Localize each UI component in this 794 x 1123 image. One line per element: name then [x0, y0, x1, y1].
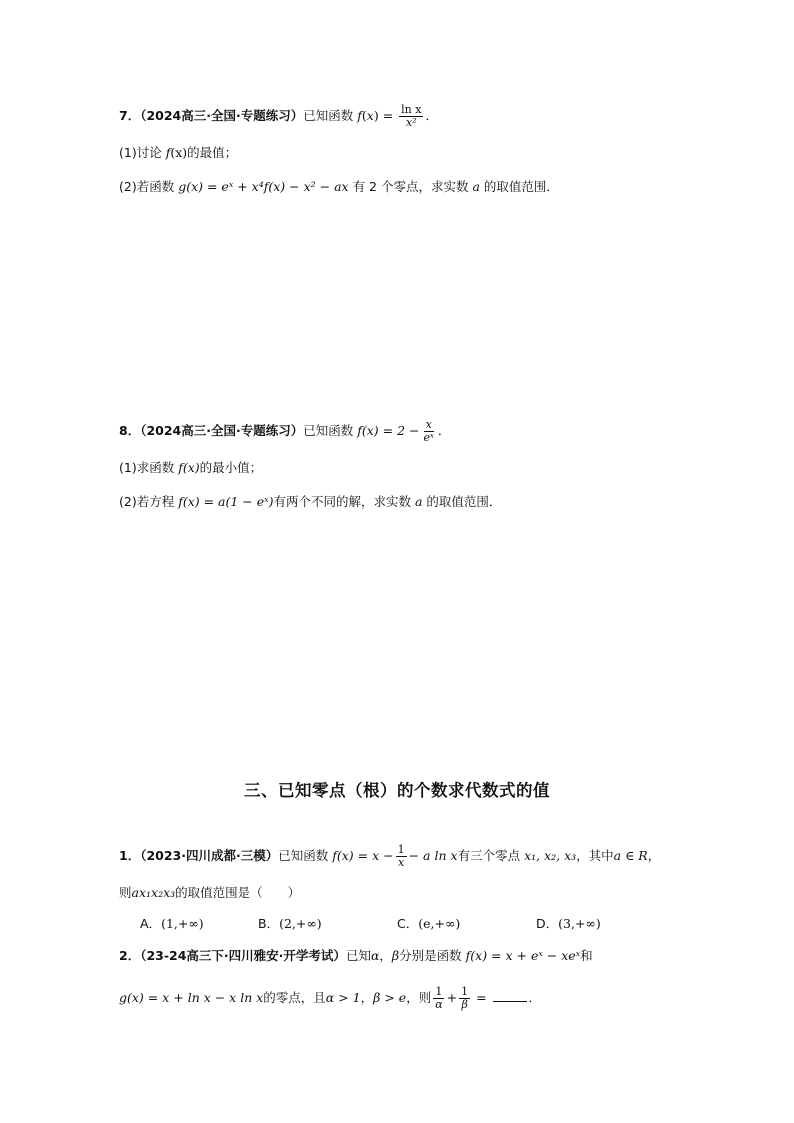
math-expression: β > e	[373, 990, 407, 1005]
part-label: (2)若方程	[119, 494, 175, 509]
stem-text: 分别是函数	[399, 948, 462, 963]
fraction	[399, 104, 423, 129]
stem-text: 已知函数	[278, 848, 329, 863]
question-source: （2023·四川成都·三模）	[140, 848, 279, 863]
math-expression: f(x) = 2 −	[357, 423, 420, 438]
math-expression: − a ln x	[408, 848, 458, 863]
fraction	[422, 419, 436, 444]
part-label: (1)讨论	[119, 145, 162, 160]
part-text: 的最小值；	[199, 460, 263, 475]
q2-line2	[119, 986, 541, 1011]
math-expression: α > 1	[325, 990, 361, 1005]
stem-text: 已知函数	[303, 108, 354, 123]
math-expression: f(x) = x + eˣ − xeˣ	[465, 948, 581, 963]
option-label: C．	[397, 916, 419, 931]
stem-text: 已知函数	[303, 423, 354, 438]
function-name: f	[357, 108, 362, 123]
part-text: 的取值范围．	[426, 494, 502, 509]
function-arg: (x)	[170, 145, 188, 160]
numerator: ln x	[401, 103, 422, 116]
q1-line2	[119, 883, 300, 903]
option-label: A．	[140, 916, 162, 931]
option-label: D．	[536, 916, 559, 931]
punctuation: ，	[360, 990, 374, 1005]
function-name: f	[165, 145, 171, 160]
stem-text: 和	[580, 948, 593, 963]
math-expression: f(x) = x −	[332, 848, 394, 863]
option-value: (2,+∞)	[279, 916, 322, 931]
question-number: 7．	[119, 108, 141, 123]
option-value: (3,+∞)	[558, 916, 601, 931]
math-expression: a ∈ R	[613, 848, 648, 863]
stem-text: 已知	[345, 948, 371, 963]
stem-text: ，则	[406, 990, 432, 1005]
paren: (	[361, 108, 367, 123]
part-text: 的取值范围．	[483, 179, 559, 194]
option-b[interactable]	[258, 914, 322, 934]
fraction	[459, 986, 470, 1011]
math-expression: g(x) = x + ln x − x ln x	[119, 990, 264, 1005]
numerator: 1	[435, 985, 443, 998]
variable: α	[370, 948, 380, 963]
question-number: 2．	[119, 948, 141, 963]
numerator: 1	[397, 843, 405, 856]
punctuation: ．	[437, 423, 451, 438]
math-expression: x₁, x₂, x₃	[524, 848, 577, 863]
numerator: 1	[461, 985, 469, 998]
denominator: β	[461, 998, 468, 1011]
part-label: (1)求函数	[119, 460, 175, 475]
q7-part2	[119, 177, 559, 197]
answer-blank[interactable]	[493, 989, 527, 1002]
section-title: 三、已知零点（根）的个数求代数式的值	[244, 781, 550, 800]
stem-text: 的零点，且	[263, 990, 326, 1005]
question-source: （2024高三·全国·专题练习）	[140, 423, 304, 438]
denominator: α	[435, 998, 443, 1011]
math-expression: ax₁x₂x₃	[131, 885, 176, 900]
variable: x	[366, 108, 374, 123]
paren: )	[373, 108, 379, 123]
denominator: x	[398, 856, 405, 869]
denominator: x²	[406, 116, 417, 129]
variable: a	[414, 494, 423, 509]
variable: β	[391, 948, 400, 963]
part-text: 有两个不同的解，求实数	[273, 494, 411, 509]
math-expression: f(x) = a(1 − eˣ)	[178, 494, 274, 509]
option-a[interactable]	[140, 914, 204, 934]
fraction	[396, 844, 407, 869]
stem-text: 的取值范围是（ ）	[175, 885, 301, 900]
q8-stem	[119, 419, 450, 444]
variable: a	[472, 179, 480, 194]
denominator: eˣ	[423, 431, 434, 444]
part-text: 有 2 个零点，求实数	[352, 179, 469, 194]
q8-part1	[119, 458, 262, 478]
stem-text: ，其中	[576, 848, 614, 863]
question-source: （23-24高三下·四川雅安·开学考试）	[140, 948, 346, 963]
part-text: 的最值；	[187, 145, 238, 160]
part-label: (2)若函数	[119, 179, 175, 194]
punctuation: ．	[528, 990, 542, 1005]
q7-part1	[119, 143, 237, 163]
question-number: 1．	[119, 848, 141, 863]
math-expression: g(x) = eˣ + x⁴f(x) − x² − ax	[178, 179, 349, 194]
punctuation: ，	[379, 948, 392, 963]
fraction	[433, 986, 444, 1011]
q2-stem	[119, 946, 593, 966]
punctuation: ．	[425, 108, 438, 123]
stem-text: 则	[119, 885, 132, 900]
stem-text: 有三个零点	[457, 848, 521, 863]
plus-sign: +	[446, 990, 458, 1005]
numerator: x	[425, 418, 432, 431]
option-value: (1,+∞)	[161, 916, 204, 931]
question-number: 8．	[119, 423, 141, 438]
option-c[interactable]	[397, 914, 460, 934]
q1-stem	[119, 844, 660, 869]
equals: =	[378, 108, 398, 123]
punctuation: ，	[647, 848, 661, 863]
q8-part2	[119, 492, 501, 512]
math-expression: f(x)	[178, 460, 200, 475]
question-source: （2024高三·全国·专题练习）	[140, 108, 304, 123]
option-d[interactable]	[536, 914, 601, 934]
q7-stem	[119, 104, 438, 129]
q1-options	[140, 914, 620, 934]
option-value: (e,+∞)	[418, 916, 461, 931]
option-label: B．	[258, 916, 280, 931]
equals: =	[472, 990, 491, 1005]
